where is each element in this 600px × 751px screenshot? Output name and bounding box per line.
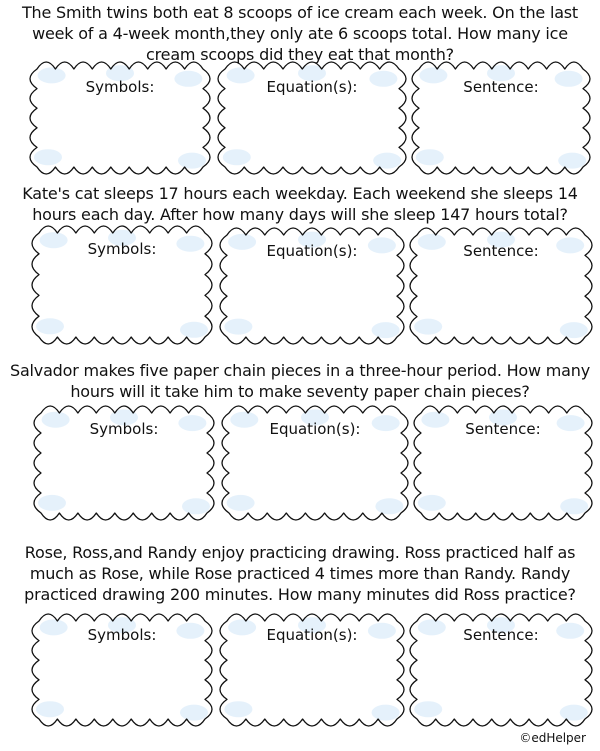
sentence-label: Sentence: [463,242,539,260]
problem-text: The Smith twins both eat 8 scoops of ice cream each week. On the last week of a 4-week month,they only ate 6 scoops total. How many ice cream scoops did they eat that month? [21,3,579,64]
cloud-tint [414,319,442,335]
equations-label: Equation(s): [266,242,358,260]
equations-label: Equation(s): [269,420,361,438]
equations-label: Equation(s): [266,78,358,96]
symbols-label: Symbols: [85,78,155,96]
cloud-tint [178,153,206,169]
cloud-tint [375,498,403,514]
cloud-tint [372,322,400,338]
sentence-label: Sentence: [463,626,539,644]
symbols-label: Symbols: [87,626,157,644]
cloud-tint [416,149,444,165]
equations-box[interactable] [220,228,404,344]
cloud-tint [182,498,210,514]
sentence-box[interactable] [410,614,592,726]
problem-text: Rose, Ross,and Randy enjoy practicing drawing. Ross practiced half as much as Rose, while Rose practiced 4 times more than Randy. Randy practiced drawing 200 minutes. How many minutes did Ross practice? [24,543,576,604]
symbols-box[interactable] [32,226,212,344]
cloud-tint [224,701,252,717]
cloud-tint [224,319,252,335]
sentence-box[interactable] [414,406,592,520]
cloud-tint [560,498,588,514]
symbols-box[interactable] [34,406,214,520]
symbols-box[interactable] [32,614,212,726]
equations-box[interactable] [222,406,408,520]
cloud-tint [560,705,588,721]
sentence-box[interactable] [410,228,592,344]
cloud-tint [180,322,208,338]
cloud-tint [414,701,442,717]
problem-text: Salvador makes five paper chain pieces in a three-hour period. How many hours will it take him to make seventy paper chain pieces? [10,361,590,401]
equations-box[interactable] [218,62,406,174]
symbols-box[interactable] [30,62,210,174]
cloud-tint [227,495,255,511]
copyright-footer: ©edHelper [519,731,586,745]
cloud-tint [372,705,400,721]
sentence-label: Sentence: [463,78,539,96]
sentence-label: Sentence: [465,420,541,438]
sentence-box[interactable] [412,62,590,174]
cloud-tint [560,322,588,338]
equations-label: Equation(s): [266,626,358,644]
symbols-label: Symbols: [89,420,159,438]
cloud-tint [418,495,446,511]
equations-box[interactable] [220,614,404,726]
cloud-tint [223,149,251,165]
cloud-tint [558,153,586,169]
cloud-tint [38,495,66,511]
cloud-tint [180,705,208,721]
problem-text: Kate's cat sleeps 17 hours each weekday. Each weekend she sleeps 14 hours each day. After how many days will she sleep 147 hours total? [22,184,578,224]
cloud-tint [373,153,401,169]
symbols-label: Symbols: [87,240,157,258]
cloud-tint [36,318,64,334]
cloud-tint [36,701,64,717]
cloud-tint [34,149,62,165]
